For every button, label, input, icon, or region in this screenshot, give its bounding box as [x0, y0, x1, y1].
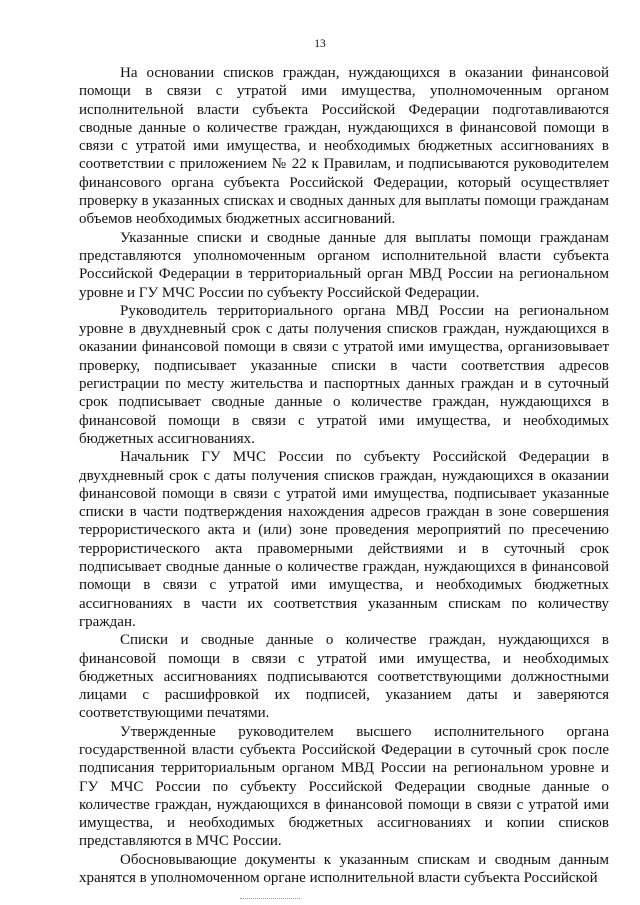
page-number: 13 [314, 38, 326, 50]
paragraph-mchs-head-verification: Начальник ГУ МЧС России по субъекту Российской Федерации в двухдневный срок с даты получения списков граждан, нуждающихся в оказании финансовой помощи в связи с утратой ими имущества, подписывает указанные списки в части подтверждения нахождения адресов граждан в зоне совершения террористического акта и (или) зоне проведения мероприятий по пресечению террористического акта правомерными действиями и в суточный срок подписывает сводные данные о количестве граждан, нуждающихся в финансовой помощи в связи с утратой ими имущества, и необходимых бюджетных ассигнованиях в части их соответствия указанным спискам по количеству граждан. [79, 449, 609, 630]
paragraph-approved-data-submission: Утвержденные руководителем высшего исполнительного органа государственной власти субъекта Российской Федерации в суточный срок после подписания территориальным органом МВД России на региональном уровне и ГУ МЧС России по субъекту Российской Федерации сводные данные о количестве граждан, нуждающихся в финансовой помощи в связи с утратой ими имущества, и необходимых бюджетных ассигнованиях и копии списков представляются в МЧС России. [79, 723, 609, 850]
paragraph-lists-summary-data: На основании списков граждан, нуждающихся в оказании финансовой помощи в связи с утратой ими имущества, уполномоченным органом исполнительной власти субъекта Российской Федерации подготавливаются сводные данные о количестве граждан, нуждающихся в финансовой помощи в связи с утратой ими имущества, и необходимых бюджетных ассигнованиях в соответствии с приложением № 22 к Правилам, и подписываются руководителем финансового органа субъекта Российской Федерации, который осуществляет проверку в указанных списках и сводных данных для выплаты помощи гражданам объемов необходимых бюджетных ассигнований. [79, 65, 609, 228]
bottom-divider [240, 898, 300, 899]
paragraph-mvd-head-verification: Руководитель территориального органа МВД России на региональном уровне в двухдневный срок с даты получения списков граждан, нуждающихся в оказании финансовой помощи в связи с утратой ими имущества, организовывает проверку, подписывает указанные списки в части соответствия адресов регистрации по месту жительства и паспортных данных граждан и в суточный срок подписывает сводные данные о количестве граждан, нуждающихся в финансовой помощи в связи с утратой ими имущества, и необходимых бюджетных ассигнованиях. [79, 302, 609, 447]
paragraph-submission-to-mvd-mchs: Указанные списки и сводные данные для выплаты помощи гражданам представляются уполномоченным органом исполнительной власти субъекта Российской Федерации в территориальный орган МВД России на региональном уровне и ГУ МЧС России по субъекту Российской Федерации. [79, 229, 609, 301]
document-body [79, 64, 609, 887]
paragraph-supporting-documents-storage: Обосновывающие документы к указанным спискам и сводным данным хранятся в уполномоченном органе исполнительной власти субъекта Российской [79, 851, 609, 887]
paragraph-signatures-and-seals: Списки и сводные данные о количестве граждан, нуждающихся в финансовой помощи в связи с утратой ими имущества, и необходимых бюджетных ассигнованиях подписываются соответствующими должностными лицами с расшифровкой их подписей, указанием даты и заверяются соответствующими печатями. [79, 632, 609, 722]
